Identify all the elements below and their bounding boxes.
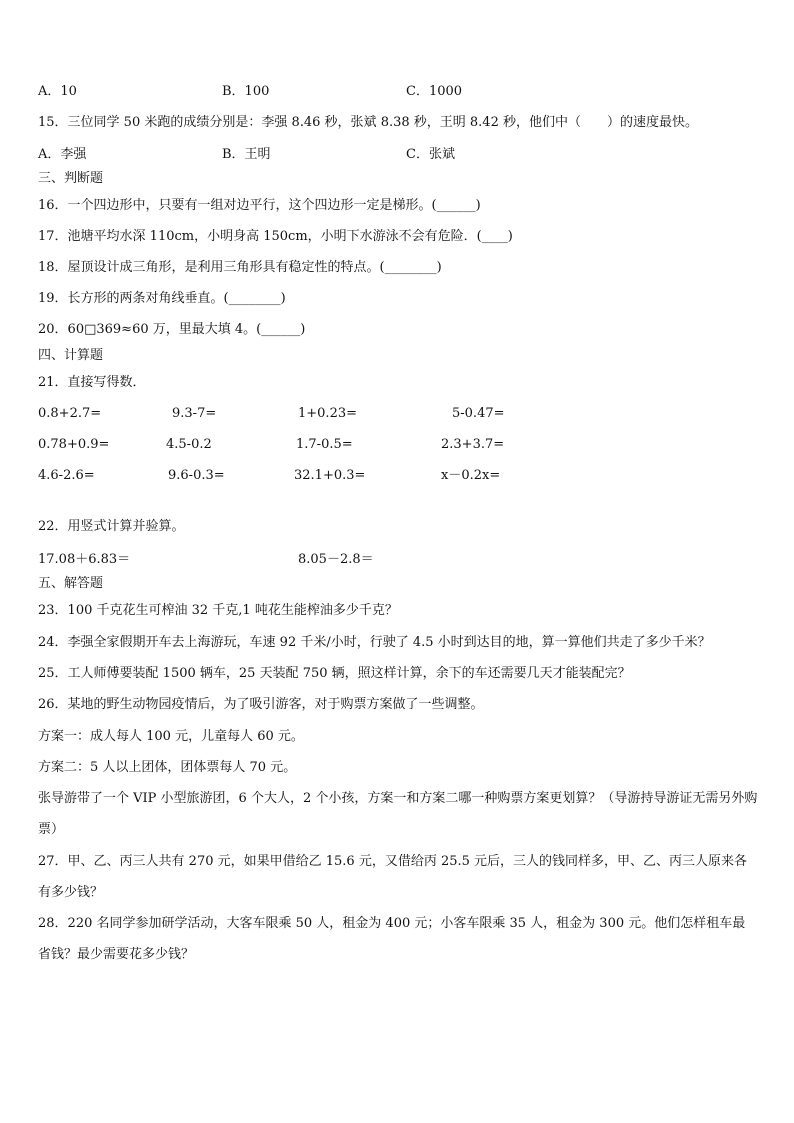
q14-option-a: A．10 [38,84,77,99]
calc-item: 32.1+0.3= [294,468,366,483]
calc-item: 1.7-0.5= [296,437,353,452]
calc-item: 0.78+0.9= [38,437,110,452]
calc-item: x－0.2x= [441,468,501,483]
calc-item: 9.6-0.3= [168,468,225,483]
question-18: 18．屋顶设计成三角形，是利用三角形具有稳定性的特点。(________) [38,260,442,275]
question-27: 27．甲、乙、丙三人共有 270 元，如果甲借给乙 15.6 元，又借给丙 25.5 元后，三人的钱同样多，甲、乙、丙三人原来各有多少钱？ [38,854,748,900]
calc-item: 4.6-2.6= [38,468,95,483]
question-16: 16．一个四边形中，只要有一组对边平行，这个四边形一定是梯形。(______) [38,198,481,213]
q15-option-a: A．李强 [38,147,87,162]
q14-option-b: B．100 [222,84,270,99]
question-17: 17．池塘平均水深 110cm，小明身高 150cm，小明下水游泳不会有危险．(____) [38,229,513,244]
question-26-detail: 张导游带了一个 VIP 小型旅游团，6 个大人，2 个小孩，方案一和方案二哪一种购票方案更划算？（导游持导游证无需另外购票） [38,791,758,837]
section-heading: 四、计算题 [38,348,104,363]
q14-option-c: C．1000 [406,84,463,99]
vertical-calc-item: 17.08＋6.83＝ [38,552,131,567]
question-20: 20．60□369≈60 万，里最大填 4。(______) [38,322,306,337]
plan-one: 方案一：成人每人 100 元，儿童每人 60 元。 [38,729,304,744]
q15-option-b: B．王明 [222,147,271,162]
question-28: 28．220 名同学参加研学活动，大客车限乘 50 人，租金为 400 元；小客车限乘 35 人，租金为 300 元。他们怎样租车最省钱？最少需要花多少钱？ [38,916,746,962]
q15-text: 15．三位同学 50 米跑的成绩分别是：李强 8.46 秒，张斌 8.38 秒，王明 8.42 秒，他们中（ ）的速度最快。 [38,115,698,130]
question-22: 22．用竖式计算并验算。 [38,519,185,534]
question-24: 24．李强全家假期开车去上海游玩，车速 92 千米/小时，行驶了 4.5 小时到达目的地，算一算他们共走了多少千米？ [38,635,711,650]
plan-two: 方案二：5 人以上团体，团体票每人 70 元。 [38,760,297,775]
question-23: 23．100 千克花生可榨油 32 千克,1 吨花生能榨油多少千克？ [38,603,398,618]
vertical-calc-item: 8.05－2.8＝ [298,552,374,567]
section-heading: 五、解答题 [38,576,104,591]
calc-item: 9.3-7= [172,406,217,421]
calc-item: 2.3+3.7= [441,437,505,452]
calc-item: 0.8+2.7= [38,406,102,421]
calc-item: 1+0.23= [298,406,358,421]
question-19: 19．长方形的两条对角线垂直。(________) [38,291,286,306]
calc-item: 5-0.47= [452,406,505,421]
q15-option-c: C．张斌 [406,147,455,162]
question-26: 26．某地的野生动物园疫情后，为了吸引游客，对于购票方案做了一些调整。 [38,697,484,712]
calc-item: 4.5-0.2 [166,437,212,452]
section-heading: 三、判断题 [38,171,104,186]
question-25: 25．工人师傅要装配 1500 辆车，25 天装配 750 辆，照这样计算，余下的车还需要几天才能装配完？ [38,666,631,681]
question-21: 21．直接写得数． [38,375,146,390]
